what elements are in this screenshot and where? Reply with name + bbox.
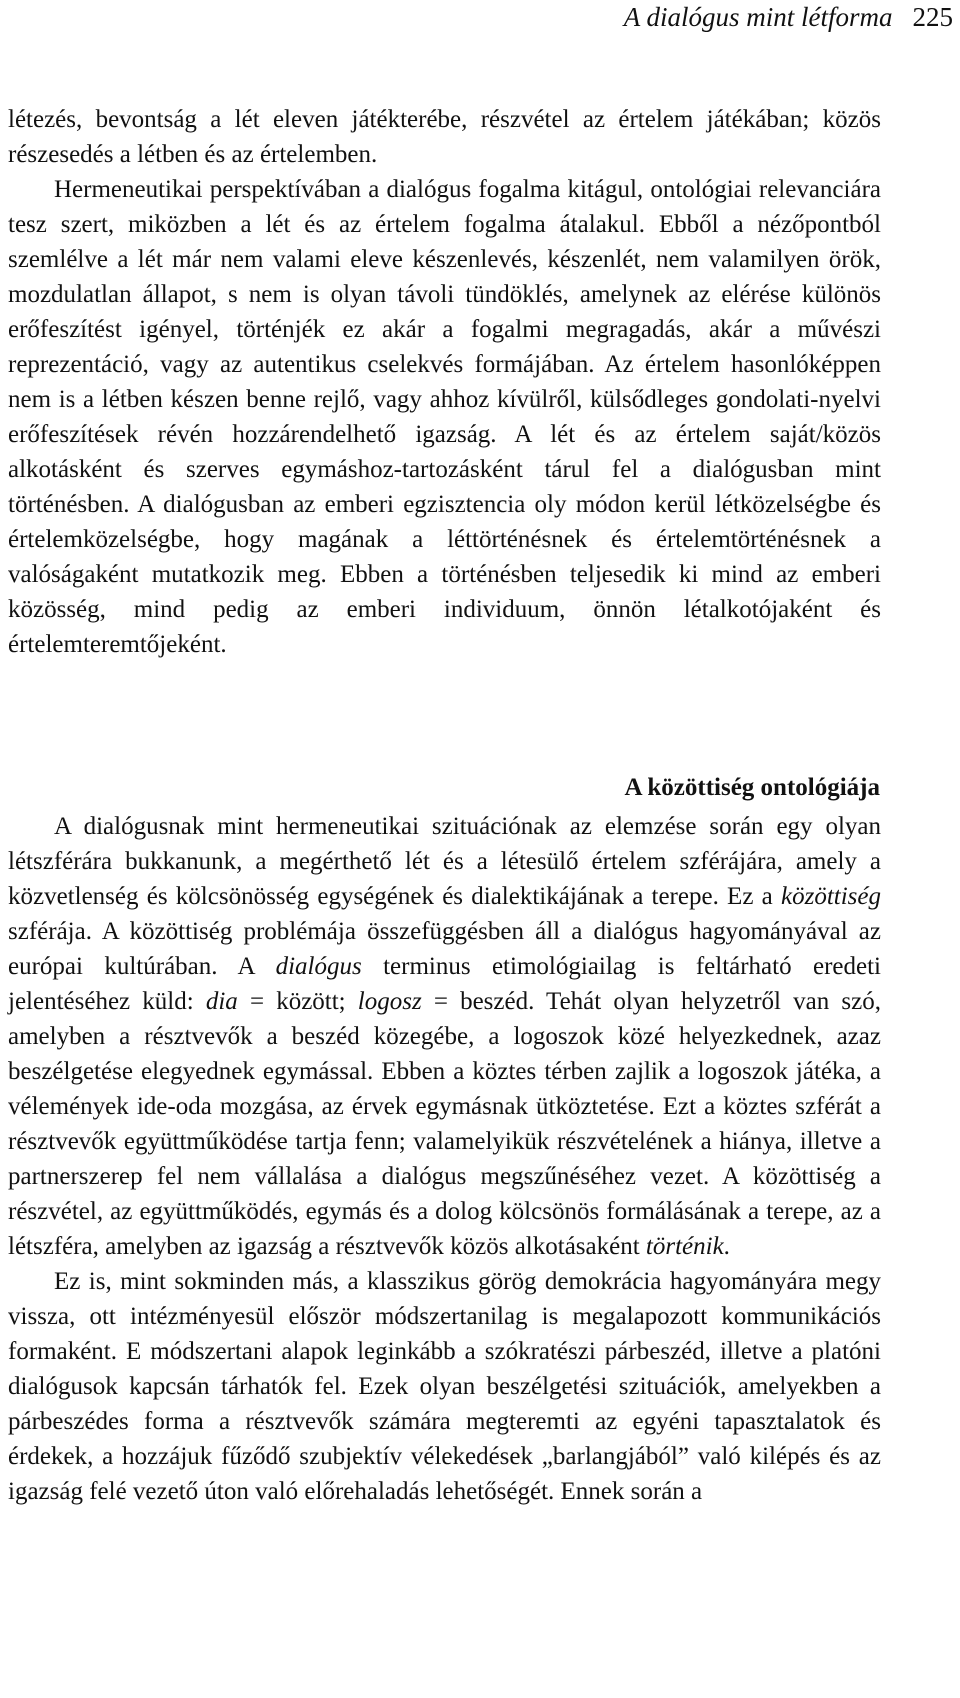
text-run: = beszéd. Tehát olyan helyzetről van szó, amelyben a résztvevők a beszéd közegébe, a logoszok közé helyezkednek, azaz beszélgetése elegyednek egymással. Ebben a köztes térben zajlik a logoszok játéka, a vélemények ide-oda mozgása, az érvek egymásnak ütköztetése. Ezt a köztes szférát a résztvevők együttműködése tartja fenn; valamelyikük részvételének a hiánya, illetve a partnerszerep fel nem vállalása a dialógus megszűnéséhez vezet. A közöttiség a részvétel, az együttműködés, egymás és a dolog kölcsönös formálásának a terepe, az a létszféra, amelyben az igazság a résztvevők közös alkotásaként [8,988,881,1260]
italic-term: közöttiség [781,883,881,910]
paragraph-kozottiseg [8,809,881,1264]
italic-term: történik [645,1233,724,1260]
italic-term: logosz [357,988,422,1015]
text-run: . [723,1233,730,1260]
text-block-upper [8,102,881,662]
italic-term: dia [205,988,238,1015]
text-run: terminus etimológiailag is feltárható eredeti jelentéséhez küld: [8,953,881,1015]
text-run: A dialógusnak mint hermeneutikai szituációnak az elemzése során egy olyan létszférára bukkanunk, a megérthető lét és a létesülő értelem szférájára, amely a közvetlenség és kölcsönösség egységének és dialektikájának a terepe. Ez a [8,813,881,910]
text-block-lower [8,809,881,1509]
text-run: = között; [237,988,358,1015]
paragraph-greek-democracy: Ez is, mint sokminden más, a klasszikus görög demokrácia hagyományára megy vissza, ott intézményesül először módszertanilag is megalapozott kommunikációs formaként. E módszertani alapok leginkább a szókratészi párbeszéd, illetve a platóni dialógusok kapcsán tárhatók fel. Ezek olyan beszélgetési szituációk, amelyekben a párbeszédes forma a résztvevők számára megteremti az egyéni tapasztalatok és érdekek, a hozzájuk fűződő szubjektív vélekedések „barlangjából” való kilépés és az igazság felé vezető úton való előrehaladás lehetőségét. Ennek során a [8,1268,881,1505]
page-number: 225 [912,2,953,32]
text-run: szférája. A közöttiség problémája összefüggésben áll a dialógus hagyományával az európai kultúrában. A [8,918,881,980]
running-header [624,2,953,33]
paragraph-continuation: létezés, bevontság a lét eleven játékterébe, részvétel az értelem játékában; közös részesedés a létben és az értelemben. [8,106,881,168]
running-title: A dialógus mint létforma [623,2,893,32]
italic-term: dialógus [275,953,362,980]
paragraph-hermeneutics: Hermeneutikai perspektívában a dialógus fogalma kitágul, ontológiai relevanciára tesz szert, miközben a lét és az értelem fogalma átalakul. Ebből a nézőpontból szemlélve a lét már nem valami eleve készenlevés, készenlét, nem valamilyen örök, mozdulatlan állapot, s nem is olyan távoli tündöklés, amelynek az elérése különös erőfeszítést igényel, történjék ez akár a fogalmi megragadás, akár a művészi reprezentáció, vagy az autentikus cselekvés formájában. Az értelem hasonlóképpen nem is a létben készen benne rejlő, vagy ahhoz kívülről, külsődleges gondolati-nyelvi erőfeszítések révén hozzárendelhető igazság. A lét és az értelem saját/közös alkotásként és szerves egymáshoz-tartozásként tárul fel a dialógusban mint történésben. A dialógusban az emberi egzisztencia oly módon kerül létközelségbe és értelemközelségbe, hogy magának a léttörténésnek és értelemtörténésnek a valóságaként mutatkozik meg. Ebben a történésben teljesedik ki mind az emberi közösség, mind pedig az emberi individuum, önnön létalkotójaként és értelemteremtőjeként. [8,176,881,658]
section-heading: A közöttiség ontológiája [624,774,880,801]
